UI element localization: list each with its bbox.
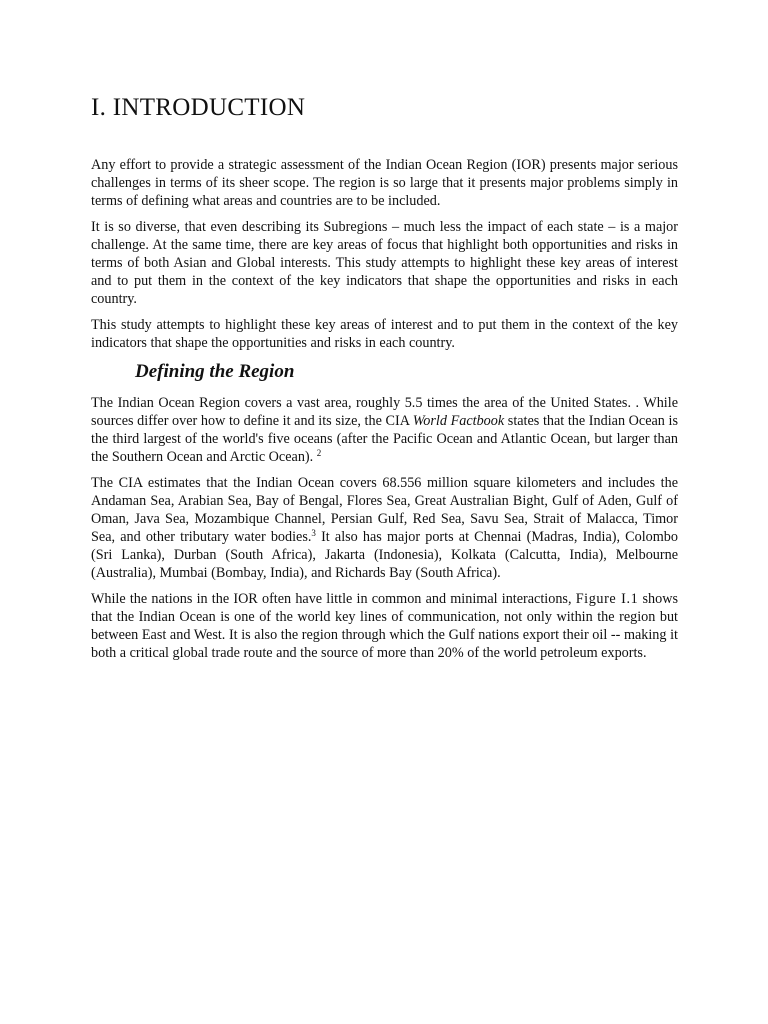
- subsection-heading: Defining the Region: [135, 361, 295, 382]
- paragraph-3: This study attempts to highlight these key areas of interest and to put them in the context of the key indicators that shape the opportunities and risks in each country.: [91, 317, 678, 351]
- paragraph-4: [91, 394, 678, 466]
- paragraph-6-text-a: While the nations in the IOR often have little in common and minimal interactions,: [91, 591, 576, 607]
- paragraph-1: Any effort to provide a strategic assessment of the Indian Ocean Region (IOR) presents major serious challenges in terms of its sheer scope. The region is so large that it presents major problems simply in terms of defining what areas and countries are to be included.: [91, 157, 678, 209]
- document-body: [91, 92, 678, 670]
- footnote-ref-2[interactable]: 2: [316, 448, 322, 458]
- paragraph-6: [91, 590, 678, 662]
- figure-reference[interactable]: Figure I.1: [575, 591, 639, 607]
- paragraph-5-text-a: The CIA estimates that the Indian Ocean covers 68.556 million square kilometers and includes the Andaman Sea, Arabian Sea, Bay of Bengal, Flores Sea, Great Australian Bight, Gulf of Aden, Gulf of Oman, Java Sea, Mozambique Channel, Persian Gulf, Red Sea, Savu Sea, Strait of Malacca, Timor Sea, and other tributary water bodies.: [91, 475, 678, 545]
- paragraph-4-text-b: states that the Indian Ocean is the third largest of the world's five oceans (after the Pacific Ocean and Atlantic Ocean, but larger than the Southern Ocean and Arctic Ocean).: [91, 413, 678, 465]
- footnote-ref-3[interactable]: 3: [311, 528, 316, 538]
- paragraph-2: It is so diverse, that even describing its Subregions – much less the impact of each state – is a major challenge. At the same time, there are key areas of focus that highlight both opportunities and risks in terms of both Asian and Global interests. This study attempts to highlight these key areas of interest and to put them in the context of the key indicators that shape the opportunities and risks in each country.: [91, 219, 678, 307]
- paragraph-4-text-a: The Indian Ocean Region covers a vast area, roughly 5.5 times the area of the United States. . While sources differ over how to define it and its size, the CIA: [91, 395, 678, 429]
- paragraph-5: [91, 474, 678, 582]
- paragraph-6-text-b: shows that the Indian Ocean is one of the world key lines of communication, not only within the region but between East and West. It is also the region through which the Gulf nations export their oil -- making it both a critical global trade route and the source of more than 20% of the world petroleum exports.: [91, 591, 678, 661]
- paragraph-5-text-b: It also has major ports at Chennai (Madras, India), Colombo (Sri Lanka), Durban (South Africa), Jakarta (Indonesia), Kolkata (Calcutta, India), Melbourne (Australia), Mumbai (Bombay, India), and Richards Bay (South Africa).: [91, 529, 678, 581]
- factbook-title: World Factbook: [412, 413, 505, 429]
- section-heading: I. INTRODUCTION: [91, 94, 306, 121]
